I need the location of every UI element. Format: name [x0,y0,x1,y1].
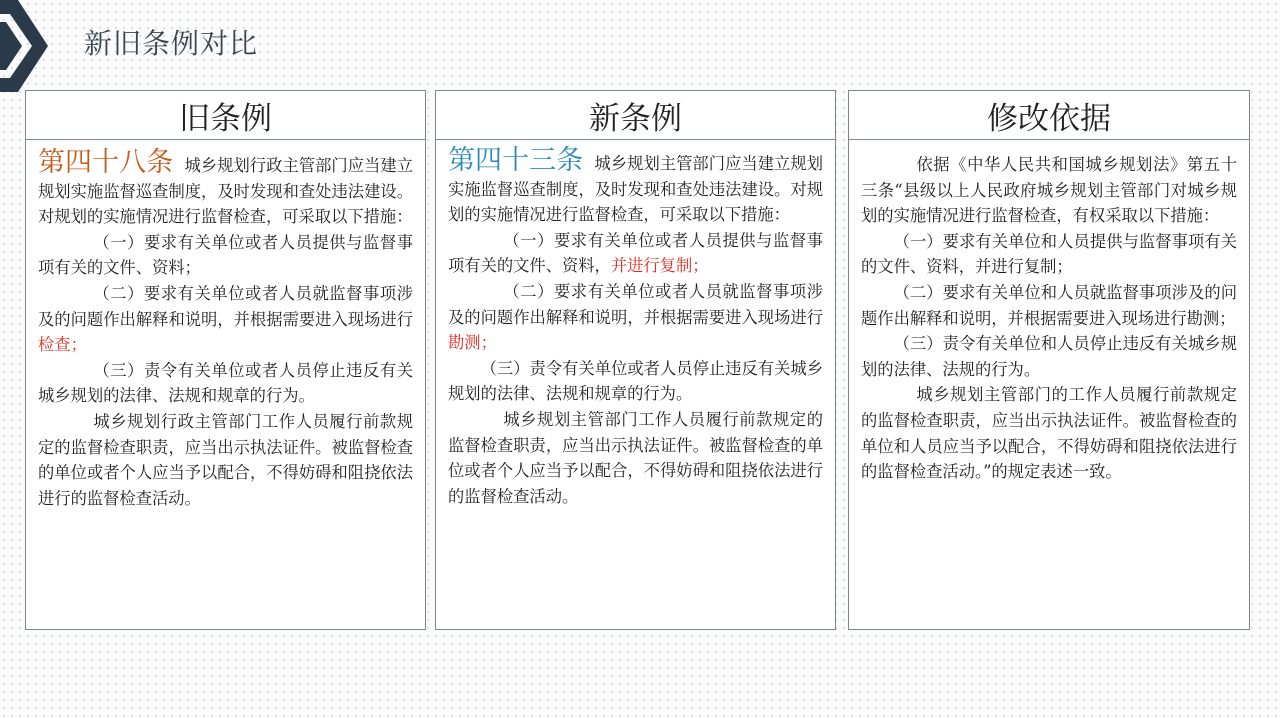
old-article-number: 第四十八条 [38,147,174,178]
new-item-2 [448,279,823,356]
old-column-header: 旧条例 [26,91,425,140]
basis-item-1: （一）要求有关单位和人员提供与监督事项有关的文件、资料，并进行复制； [861,231,1237,277]
basis-closing-paragraph: 城乡规划主管部门的工作人员履行前款规定的监督检查职责，应当出示执法证件。被监督检查的单位和人员应当予以配合，不得妨碍和阻挠依法进行的监督检查活动。”的规定表述一致。 [861,385,1237,482]
new-closing-paragraph: 城乡规划主管部门工作人员履行前款规定的监督检查职责，应当出示执法证件。被监督检查的单位或者个人应当予以配合，不得妨碍和阻挠依法进行的监督检查活动。 [448,409,823,506]
new-column-body [436,140,835,509]
new-item-1 [448,228,823,279]
new-article-number: 第四十三条 [448,145,584,176]
new-item-3: （三）责令有关单位或者人员停止违反有关城乡规划的法律、法规和规章的行为。 [448,358,823,404]
old-item-3: （三）责令有关单位或者人员停止违反有关城乡规划的法律、法规和规章的行为。 [38,360,413,406]
new-item-1-text: （一）要求有关单位或者人员提供与监督事项有关的文件、资料， [448,230,823,276]
new-regulation-column [435,90,836,630]
old-column-body [26,140,425,511]
basis-column [848,90,1250,630]
old-item-2 [38,281,413,358]
new-item-2-text: （二）要求有关单位或者人员就监督事项涉及的问题作出解释和说明，并根据需要进入现场进行 [448,281,823,327]
new-item-2-highlight: 勘测； [448,333,497,353]
basis-item-2: （二）要求有关单位和人员就监督事项涉及的问题作出解释和说明，并根据需要进入现场进行勘测； [861,282,1237,328]
basis-column-header: 修改依据 [849,91,1249,140]
old-intro-paragraph [38,147,413,230]
old-regulation-column [25,90,426,630]
page-title: 新旧条例对比 [84,27,259,60]
old-item-2-text: （二）要求有关单位或者人员就监督事项涉及的问题作出解释和说明，并根据需要进入现场进行 [38,283,413,329]
basis-item-3: （三）责令有关单位和人员停止违反有关城乡规划的法律、法规的行为。 [861,334,1237,379]
basis-column-body [849,140,1249,485]
old-item-1: （一）要求有关单位或者人员提供与监督事项有关的文件、资料； [38,232,413,278]
new-item-1-highlight: 并进行复制； [610,256,709,276]
chevron-decoration-icon [0,0,50,96]
old-closing-paragraph: 城乡规划行政主管部门工作人员履行前款规定的监督检查职责，应当出示执法证件。被监督检查的单位或者个人应当予以配合，不得妨碍和阻挠依法进行的监督检查活动。 [38,411,413,508]
basis-intro-paragraph: 依据《中华人民共和国城乡规划法》第五十三条“县级以上人民政府城乡规划主管部门对城乡规划的实施情况进行监督检查，有权采取以下措施： [861,155,1237,226]
old-item-2-highlight: 检查； [38,335,87,355]
new-intro-text: 城乡规划主管部门应当建立规划实施监督巡查制度，及时发现和查处违法建设。对规划的实施情况进行监督检查，可采取以下措施： [448,154,823,225]
new-intro-paragraph [448,145,823,228]
old-intro-text: 城乡规划行政主管部门应当建立规划实施监督巡查制度，及时发现和查处违法建设。对规划的实施情况进行监督检查，可采取以下措施： [38,156,413,227]
new-column-header: 新条例 [436,91,835,140]
